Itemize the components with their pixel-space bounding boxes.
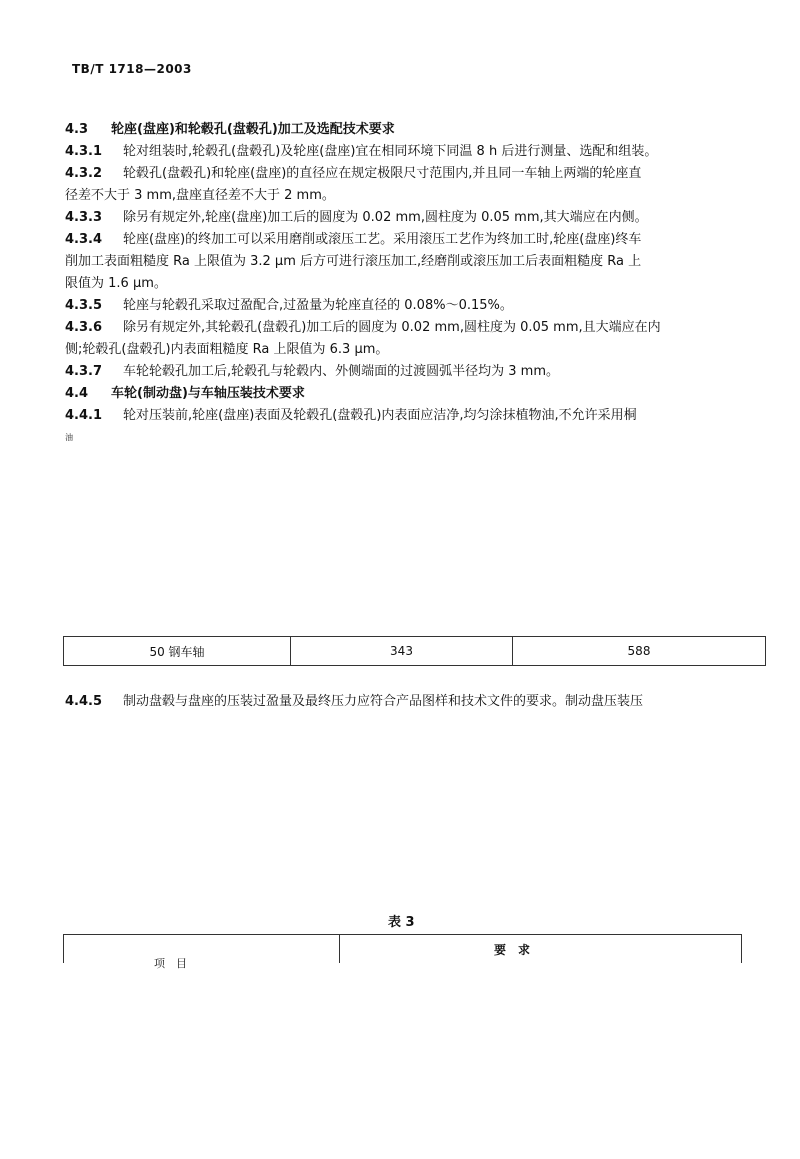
paragraph-text: 轮对压装前,轮座(盘座)表面及轮毂孔(盘毂孔)内表面应洁净,均匀涂抹植物油,不允许采用桐 [123, 408, 637, 423]
table-cell: 50 钢车轴 [64, 637, 291, 666]
paragraph-number: 4.3.7 [65, 364, 103, 379]
paragraph-continuation: 限值为 1.6 μm。 [65, 276, 167, 291]
paragraph-text: 轮座(盘座)和轮毂孔(盘毂孔)加工及选配技术要求 [111, 122, 395, 137]
paragraph-number: 4.3.1 [65, 144, 103, 159]
paragraph-text: 除另有规定外,其轮毂孔(盘毂孔)加工后的圆度为 0.02 mm,圆柱度为 0.05 mm,且大端应在内 [123, 320, 661, 335]
paragraph-text: 轮对组装时,轮毂孔(盘毂孔)及轮座(盘座)宜在相同环境下同温 8 h 后进行测量、选配和组装。 [123, 144, 658, 159]
paragraph [65, 320, 661, 336]
paragraph [65, 210, 648, 226]
paragraph-number: 4.4 [65, 386, 89, 401]
paragraph-continuation: 削加工表面粗糙度 Ra 上限值为 3.2 μm 后方可进行滚压加工,经磨削或滚压加工后表面粗糙度 Ra 上 [65, 254, 642, 269]
table-row [64, 637, 766, 666]
paragraph [65, 298, 513, 314]
standard-number: TB/T 1718—2003 [72, 62, 192, 76]
column-header-item: 项 目 [154, 957, 187, 970]
paragraph-text: 轮座与轮毂孔采取过盈配合,过盈量为轮座直径的 0.08%～0.15%。 [123, 298, 513, 313]
paragraph-text: 车轮(制动盘)与车轴压装技术要求 [111, 386, 305, 401]
paragraph-number: 4.4.5 [65, 694, 103, 709]
paragraph-number: 4.3.2 [65, 166, 103, 181]
paragraph-4-4-5 [65, 694, 644, 709]
paragraph-number: 4.3.3 [65, 210, 103, 225]
table-2-fragment [63, 636, 766, 666]
table-3-header [63, 934, 742, 970]
paragraph [65, 166, 641, 182]
table-cell: 588 [513, 637, 766, 666]
paragraph [65, 122, 395, 138]
paragraph [65, 408, 637, 424]
paragraph-number: 4.4.1 [65, 408, 103, 423]
table-cell: 343 [291, 637, 513, 666]
paragraph-text: 制动盘毂与盘座的压装过盈量及最终压力应符合产品图样和技术文件的要求。制动盘压装压 [123, 694, 644, 709]
table-3-title: 表 3 [388, 915, 415, 930]
paragraph-number: 4.3.4 [65, 232, 103, 247]
paragraph [65, 386, 305, 402]
paragraph [65, 144, 657, 160]
paragraph-text: 除另有规定外,轮座(盘座)加工后的圆度为 0.02 mm,圆柱度为 0.05 mm,其大端应在内侧。 [123, 210, 648, 225]
paragraph-text: 轮毂孔(盘毂孔)和轮座(盘座)的直径应在规定极限尺寸范围内,并且同一车轴上两端的轮座直 [123, 166, 642, 181]
paragraph-number: 4.3 [65, 122, 89, 137]
column-header-requirement: 要 求 [494, 943, 531, 957]
paragraph-continuation: 油 [65, 433, 73, 442]
paragraph [65, 364, 559, 380]
paragraph-continuation: 侧;轮毂孔(盘毂孔)内表面粗糙度 Ra 上限值为 6.3 μm。 [65, 342, 389, 357]
paragraph [65, 232, 641, 248]
paragraph-text: 车轮轮毂孔加工后,轮毂孔与轮毂内、外侧端面的过渡圆弧半径均为 3 mm。 [123, 364, 559, 379]
paragraph-text: 轮座(盘座)的终加工可以采用磨削或滚压工艺。采用滚压工艺作为终加工时,轮座(盘座)终车 [123, 232, 642, 247]
paragraph-continuation: 径差不大于 3 mm,盘座直径差不大于 2 mm。 [65, 188, 335, 203]
paragraph-number: 4.3.5 [65, 298, 103, 313]
paragraph-number: 4.3.6 [65, 320, 103, 335]
